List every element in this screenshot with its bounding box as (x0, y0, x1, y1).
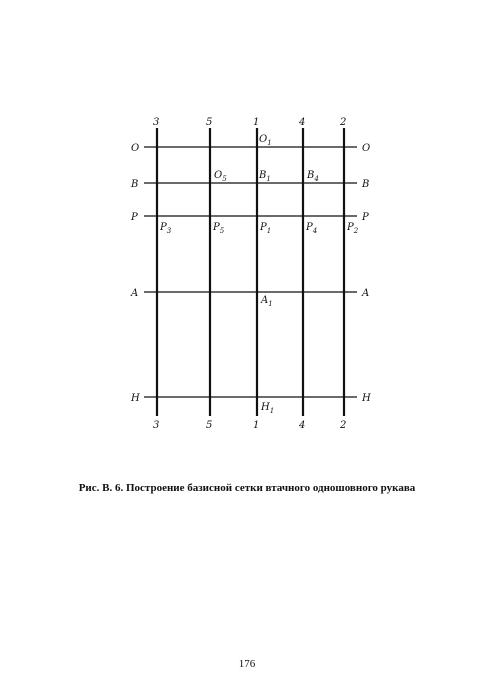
vline-top-label-4: 4 (299, 117, 306, 128)
point-label-P2: $P_2$ (347, 222, 359, 235)
hline-left-label-B: B (131, 179, 139, 190)
hline-left-label-H: H (131, 393, 140, 404)
vline-bottom-label-3: 3 (153, 420, 160, 431)
point-label-P1: $P_1$ (260, 222, 272, 235)
vline-top-label-5: 5 (206, 117, 213, 128)
point-label-B1: $B_1$ (259, 170, 271, 183)
hline-left-label-O: O (131, 143, 140, 154)
hline-right-label-A: A (362, 288, 370, 299)
point-label-A1: $A_1$ (261, 295, 273, 308)
hline-right-label-P: P (362, 212, 369, 223)
hline-right-label-O: O (362, 143, 371, 154)
page-number: 176 (238, 658, 256, 670)
point-label-P4: $P_4$ (306, 222, 318, 235)
hline-right-label-B: B (362, 179, 370, 190)
vline-bottom-label-1: 1 (253, 420, 260, 431)
vline-bottom-label-2: 2 (340, 420, 347, 431)
hline-right-label-H: H (362, 393, 371, 404)
point-label-O1: $O_1$ (259, 134, 272, 147)
hline-left-label-A: A (131, 288, 139, 299)
point-label-P5: $P_5$ (213, 222, 225, 235)
point-label-O5: $O_5$ (214, 170, 227, 183)
vline-bottom-label-4: 4 (299, 420, 306, 431)
figure-caption: Рис. В. 6. Построение базисной сетки втачного одношовного рукава (78, 482, 416, 494)
point-label-P3: $P_3$ (160, 222, 172, 235)
point-label-H1: $H_1$ (261, 402, 275, 415)
vline-top-label-1: 1 (253, 117, 260, 128)
point-label-B4: $B_4$ (307, 170, 319, 183)
vline-top-label-3: 3 (153, 117, 160, 128)
hline-left-label-P: P (131, 212, 138, 223)
vline-bottom-label-5: 5 (206, 420, 213, 431)
vline-top-label-2: 2 (340, 117, 347, 128)
